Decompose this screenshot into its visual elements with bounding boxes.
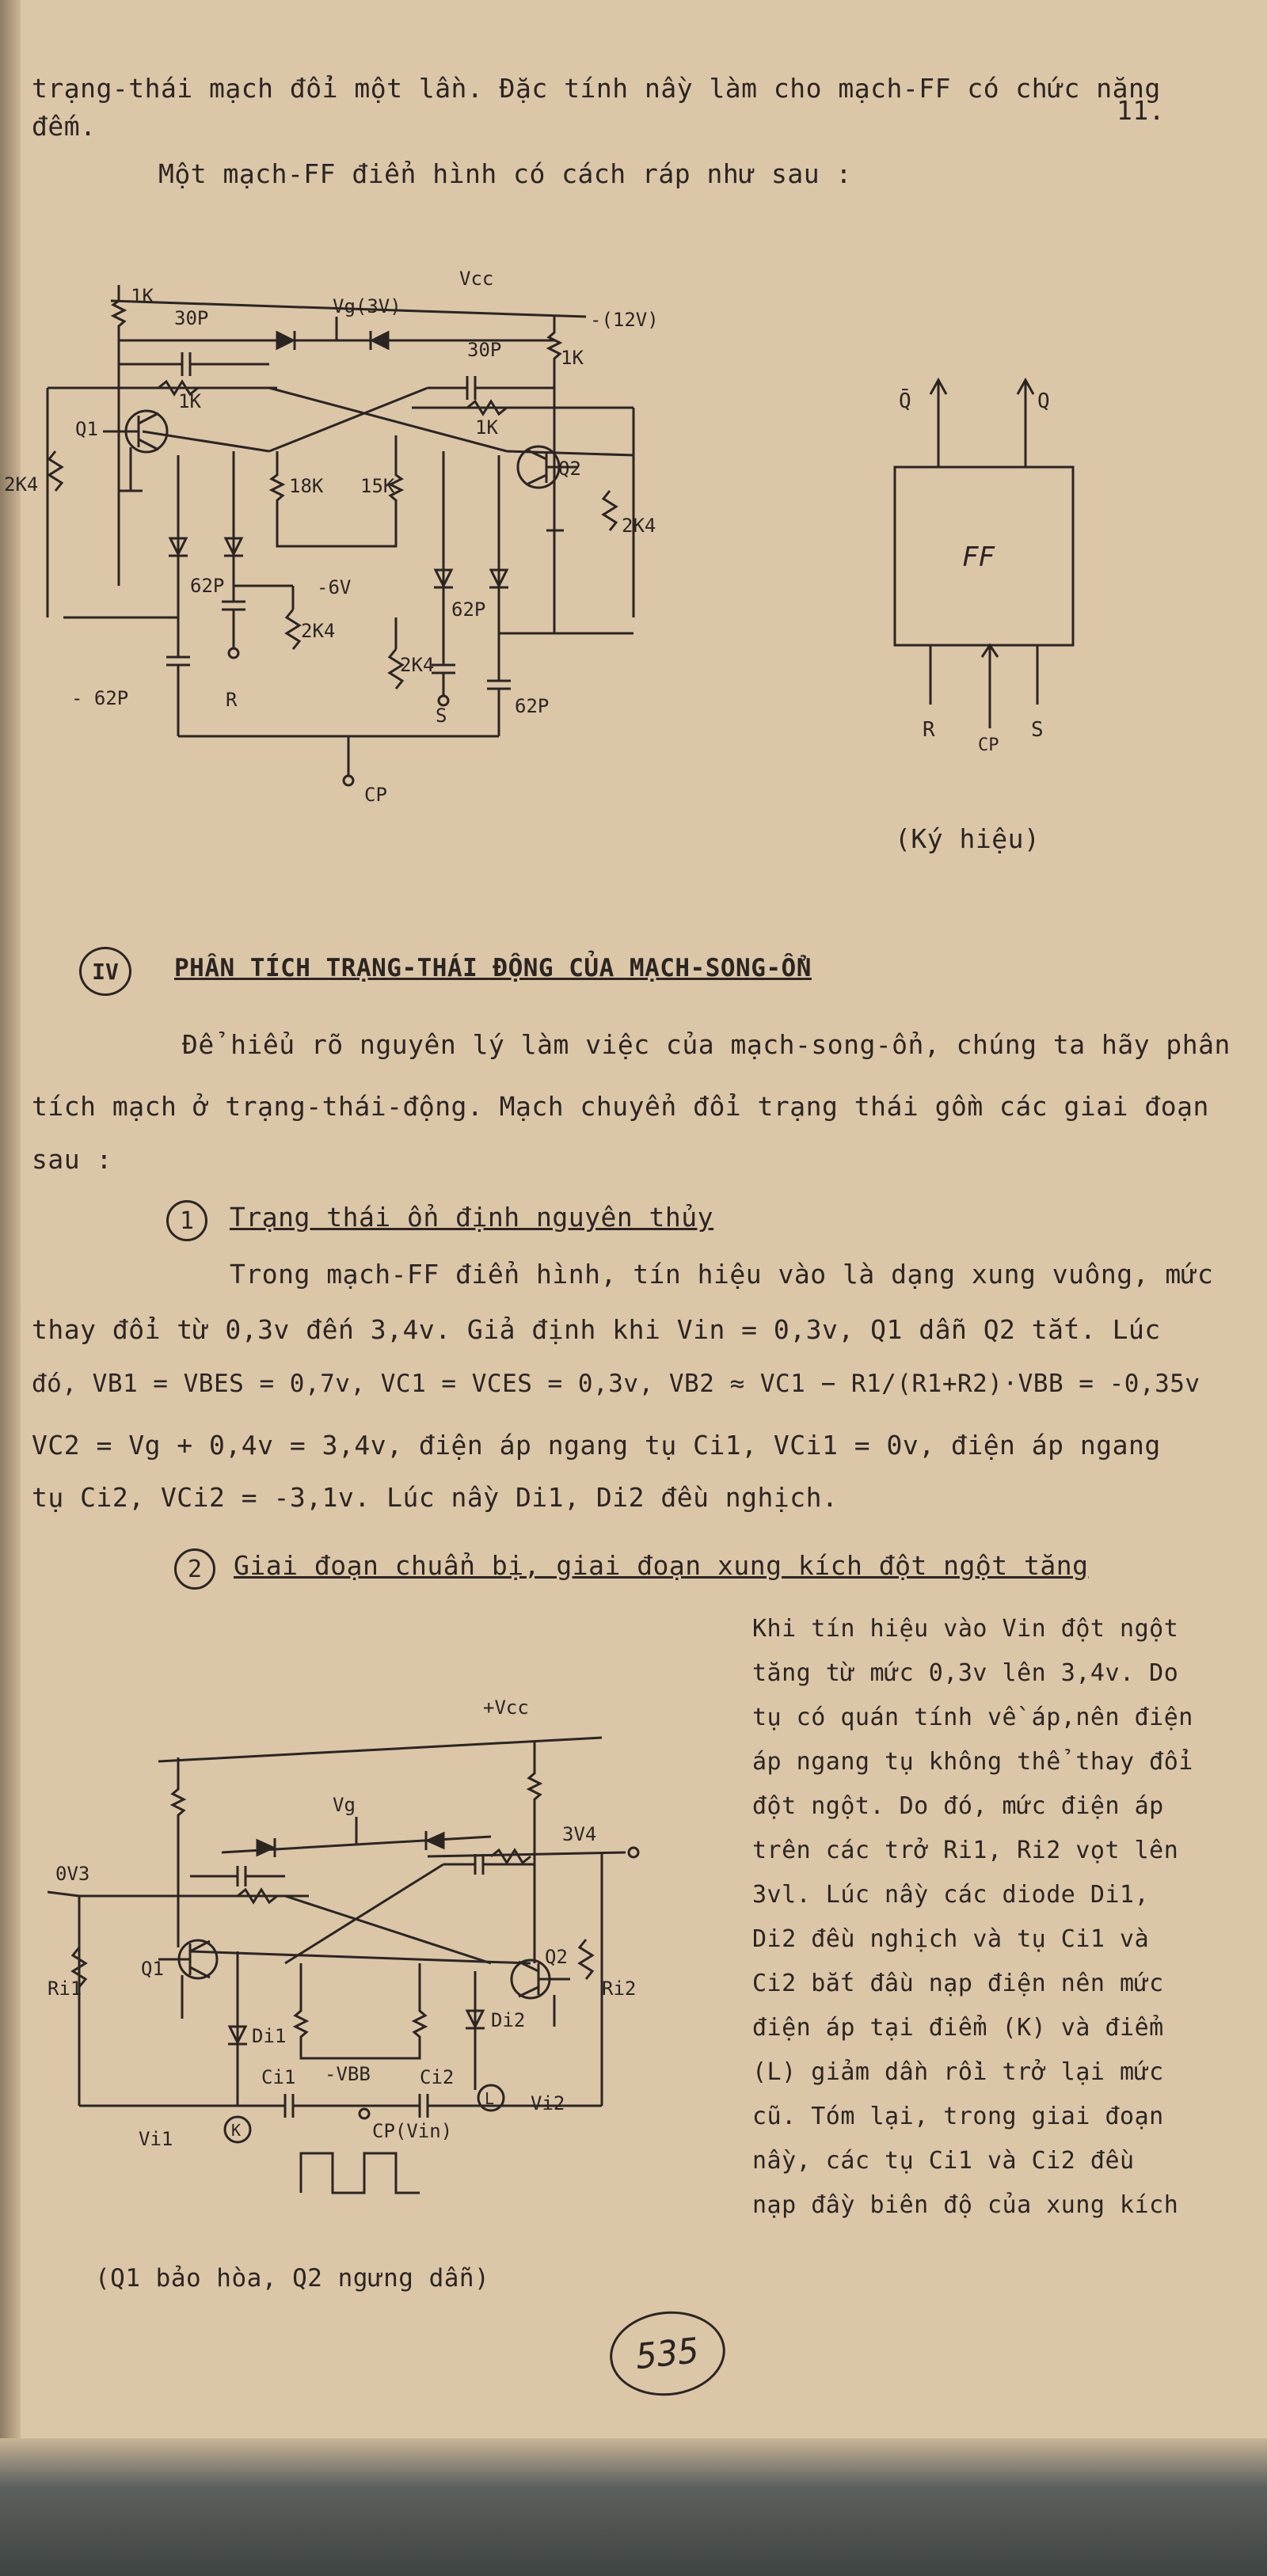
subsection-1-line-4: VC2 = Vg + 0,4v = 3,4v, điện áp ngang tụ Ci1, VCi1 = 0v, điện áp ngang	[32, 1430, 1161, 1461]
c2-vi2: Vi2	[531, 2092, 565, 2114]
ff-q-bar-label: Q̄	[899, 389, 911, 413]
subsection-2-right-line-7: 3vl. Lúc nầy các diode Di1,	[752, 1881, 1150, 1909]
c2-di2: Di2	[491, 2009, 526, 2031]
c2-point-k: K	[231, 2121, 242, 2140]
c1-r-2k4-right: 2K4	[622, 515, 656, 537]
c2-ri2: Ri2	[602, 1978, 637, 2000]
c2-ri1: Ri1	[48, 1978, 82, 2000]
section-iv-line-2: tích mạch ở trạng-thái-động. Mạch chuyển đổi trạng thái gồm các giai đoạn	[32, 1091, 1209, 1122]
subsection-2-right-line-13: nầy, các tụ Ci1 và Ci2 đều	[752, 2147, 1135, 2175]
circuit-2-caption: (Q1 bảo hòa, Q2 ngưng dẫn)	[95, 2264, 490, 2293]
c1-cap-62p-left: - 62P	[71, 687, 129, 709]
c1-input-cp: CP	[364, 784, 387, 806]
c1-q2-label: Q2	[558, 458, 581, 480]
ff-r-label: R	[923, 718, 935, 742]
c2-vi1: Vi1	[139, 2128, 173, 2150]
c1-r-1k-b: 1K	[561, 347, 584, 369]
subsection-2-right-line-14: nạp đầy biên độ của xung kích	[752, 2191, 1179, 2219]
c2-di1: Di1	[252, 2025, 287, 2047]
c2-v-right: 3V4	[562, 1823, 597, 1845]
subsection-2-right-line-10: điện áp tại điểm (K) và điểm	[752, 2014, 1164, 2042]
ff-symbol-diagram	[855, 372, 1109, 752]
c2-ci2: Ci2	[420, 2066, 455, 2088]
subsection-2-right-line-1: Khi tín hiệu vào Vin đột ngột	[752, 1615, 1179, 1643]
subsection-1-line-5: tụ Ci2, VCi2 = -3,1v. Lúc nầy Di1, Di2 đều nghịch.	[32, 1482, 839, 1513]
c2-point-l: L	[485, 2089, 495, 2108]
subsection-2-right-line-6: trên các trở Ri1, Ri2 vọt lên	[752, 1837, 1179, 1864]
intro-line-1: trạng-thái mạch đổi một lần. Đặc tính nầy làm cho mạch-FF có chức năng	[32, 73, 1161, 104]
section-iv-line-3: sau :	[32, 1144, 112, 1175]
subsection-1-title: Trạng thái ổn định nguyên thủy	[230, 1202, 714, 1233]
c1-r-2k4-a: 2K4	[301, 620, 336, 642]
c2-cp-vin: CP(Vin)	[372, 2120, 453, 2142]
subsection-1-number: 1	[166, 1200, 207, 1241]
c1-r-2k4-left: 2K4	[4, 473, 39, 496]
c1-vcc-label: Vcc	[459, 268, 494, 290]
flipflop-schematic	[0, 237, 792, 807]
subsection-1-line-2: thay đổi từ 0,3v đến 3,4v. Giả định khi Vin = 0,3v, Q1 dẫn Q2 tắt. Lúc	[32, 1314, 1161, 1345]
c1-vg-label: Vg(3V)	[333, 295, 401, 317]
c2-v-left: 0V3	[55, 1863, 90, 1885]
ff-q-label: Q	[1037, 389, 1050, 413]
subsection-2-right-line-2: tăng từ mức 0,3v lên 3,4v. Do	[752, 1659, 1179, 1687]
page-stamp-number: 535	[606, 2306, 729, 2402]
c1-r-2k4-b: 2K4	[400, 654, 435, 676]
section-iv-title: PHÂN TÍCH TRẠNG-THÁI ĐỘNG CỦA MẠCH-SONG-ỔN	[174, 954, 812, 982]
desk-surface-shadow	[0, 2438, 1267, 2576]
c2-vg-label: Vg	[333, 1794, 356, 1816]
subsection-2-number: 2	[174, 1548, 215, 1590]
ff-block-label: FF	[962, 541, 995, 573]
subsection-2-right-line-4: áp ngang tụ không thể thay đổi	[752, 1748, 1193, 1776]
subsection-2-right-line-11: (L) giảm dần rồi trở lại mức	[752, 2058, 1164, 2086]
subsection-2-title: Giai đoạn chuẩn bị, giai đoạn xung kích đột ngột tăng	[234, 1550, 1089, 1581]
c1-cap-30p-a: 30P	[174, 307, 209, 329]
c1-cap-30p-b: 30P	[467, 339, 502, 361]
c1-supply-label: -(12V)	[590, 309, 659, 331]
c1-r-1k-c: 1K	[178, 390, 201, 412]
section-iv-numeral: IV	[79, 947, 131, 996]
c2-vcc-label: +Vcc	[483, 1696, 529, 1719]
subsection-1-line-3: đó, VB1 = VBES = 0,7v, VC1 = VCES = 0,3v, VB2 ≈ VC1 − R1/(R1+R2)·VBB = -0,35v	[32, 1370, 1200, 1398]
c2-vbb: -VBB	[325, 2063, 371, 2085]
c1-cap-62p-a: 62P	[190, 575, 225, 597]
subsection-2-right-line-8: Di2 đều nghịch và tụ Ci1 và	[752, 1925, 1150, 1953]
c1-r-18k: 18K	[289, 475, 324, 497]
subsection-2-right-line-3: tụ có quán tính về áp,nên điện	[752, 1704, 1193, 1731]
c1-input-r: R	[226, 689, 238, 711]
ff-symbol-caption: (Ký hiệu)	[895, 823, 1041, 854]
subsection-2-right-line-5: đột ngột. Do đó, mức điện áp	[752, 1792, 1164, 1820]
bistable-circuit-diagram	[48, 1678, 729, 2248]
c1-input-s: S	[436, 705, 447, 727]
intro-line-2: đếm.	[32, 111, 97, 142]
c1-cap-62p-b: 62P	[451, 598, 486, 621]
subsection-2-right-line-12: cũ. Tóm lại, trong giai đoạn	[752, 2103, 1164, 2130]
ff-s-label: S	[1031, 718, 1044, 742]
c1-cap-62p-right: 62P	[515, 695, 550, 717]
c1-q1-label: Q1	[75, 418, 98, 440]
c2-ci1: Ci1	[261, 2066, 296, 2088]
page-number: 11.	[1117, 95, 1166, 126]
subsection-1-line-1: Trong mạch-FF điển hình, tín hiệu vào là dạng xung vuông, mức	[230, 1259, 1214, 1290]
c1-r-1k-a: 1K	[131, 285, 154, 307]
intro-line-3: Một mạch-FF điển hình có cách ráp như sau :	[158, 158, 852, 189]
c1-r-15k: 15K	[360, 475, 395, 497]
section-iv-line-1: Để hiểu rõ nguyên lý làm việc của mạch-song-ổn, chúng ta hãy phân	[182, 1029, 1231, 1060]
ff-cp-label: CP	[978, 735, 999, 752]
c2-q2: Q2	[545, 1946, 568, 1968]
c1-r-1k-d: 1K	[475, 416, 498, 439]
c1-neg-6v: -6V	[317, 576, 352, 598]
c2-q1: Q1	[141, 1958, 164, 1980]
subsection-2-right-line-9: Ci2 bắt đầu nạp điện nên mức	[752, 1970, 1164, 1997]
